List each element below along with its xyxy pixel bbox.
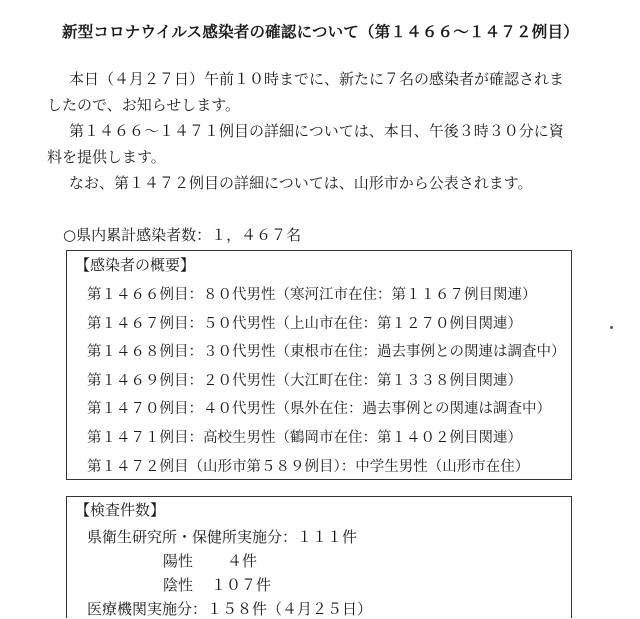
- paragraph-line: 本日（４月２７日）午前１０時までに、新たに７名の感染者が確認されま: [69, 70, 565, 88]
- document-title: 新型コロナウイルス感染者の確認について（第１４６６～１４７２例目）: [62, 23, 579, 41]
- case-item: 第１４７０例目：４０代男性（県外在住：過去事例との関連は調査中）: [87, 401, 551, 418]
- institute-tests-row: [87, 526, 357, 547]
- test-count-box: [66, 496, 572, 618]
- paragraph-line: したので、お知らせします。: [47, 96, 241, 114]
- case-item: 第１４７２例目（山形市第５８９例目）：中学生男性（山形市在住）: [87, 458, 530, 475]
- case-overview-heading: 【感染者の概要】: [75, 256, 196, 274]
- paragraph-line: なお、第１４７２例目の詳細については、山形市から公表されます。: [69, 174, 533, 192]
- medical-tests-value: １５８件（４月２５日）: [207, 600, 373, 618]
- case-item: 第１４６６例目：８０代男性（寒河江市在住：第１１６７例目関連）: [87, 287, 537, 303]
- test-count-heading: 【検査件数】: [75, 501, 166, 519]
- paragraph-yamagata-note: [47, 170, 617, 196]
- institute-tests-value: １１１件: [297, 528, 358, 546]
- paragraph-line: 第１４６６～１４７１例目の詳細については、本日、午後３時３０分に資: [69, 122, 564, 140]
- case-list: [87, 281, 566, 481]
- negative-label: 陰性: [163, 576, 194, 594]
- positive-value: ４件: [227, 552, 258, 570]
- positive-row: [163, 550, 257, 571]
- negative-value: １０７件: [211, 576, 272, 594]
- case-item: 第１４７１例目：高校生男性（鶴岡市在住：第１４０２例目関連）: [87, 429, 522, 446]
- case-overview-box: [66, 250, 572, 480]
- paragraph-announcement: [47, 66, 617, 118]
- case-item: 第１４６８例目：３０代男性（東根市在住：過去事例との関連は調査中）: [87, 344, 566, 361]
- paragraph-details: [47, 118, 617, 170]
- paragraph-line: 料を提供します。: [47, 148, 166, 166]
- negative-row: [163, 574, 271, 595]
- cumulative-total: ○県内累計感染者数：１，４６７名: [63, 226, 302, 244]
- case-item: 第１４６７例目：５０代男性（上山市在住：第１２７０例目関連）: [87, 315, 522, 332]
- medical-tests-label: 医療機関実施分：: [87, 600, 208, 618]
- case-item: 第１４６９例目：２０代男性（大江町在住：第１３３８例目関連）: [87, 372, 522, 389]
- medical-tests-row: [87, 598, 372, 619]
- institute-tests-label: 県衛生研究所・保健所実施分：: [87, 528, 298, 546]
- scan-artifact: [610, 326, 613, 329]
- positive-label: 陽性: [163, 552, 194, 570]
